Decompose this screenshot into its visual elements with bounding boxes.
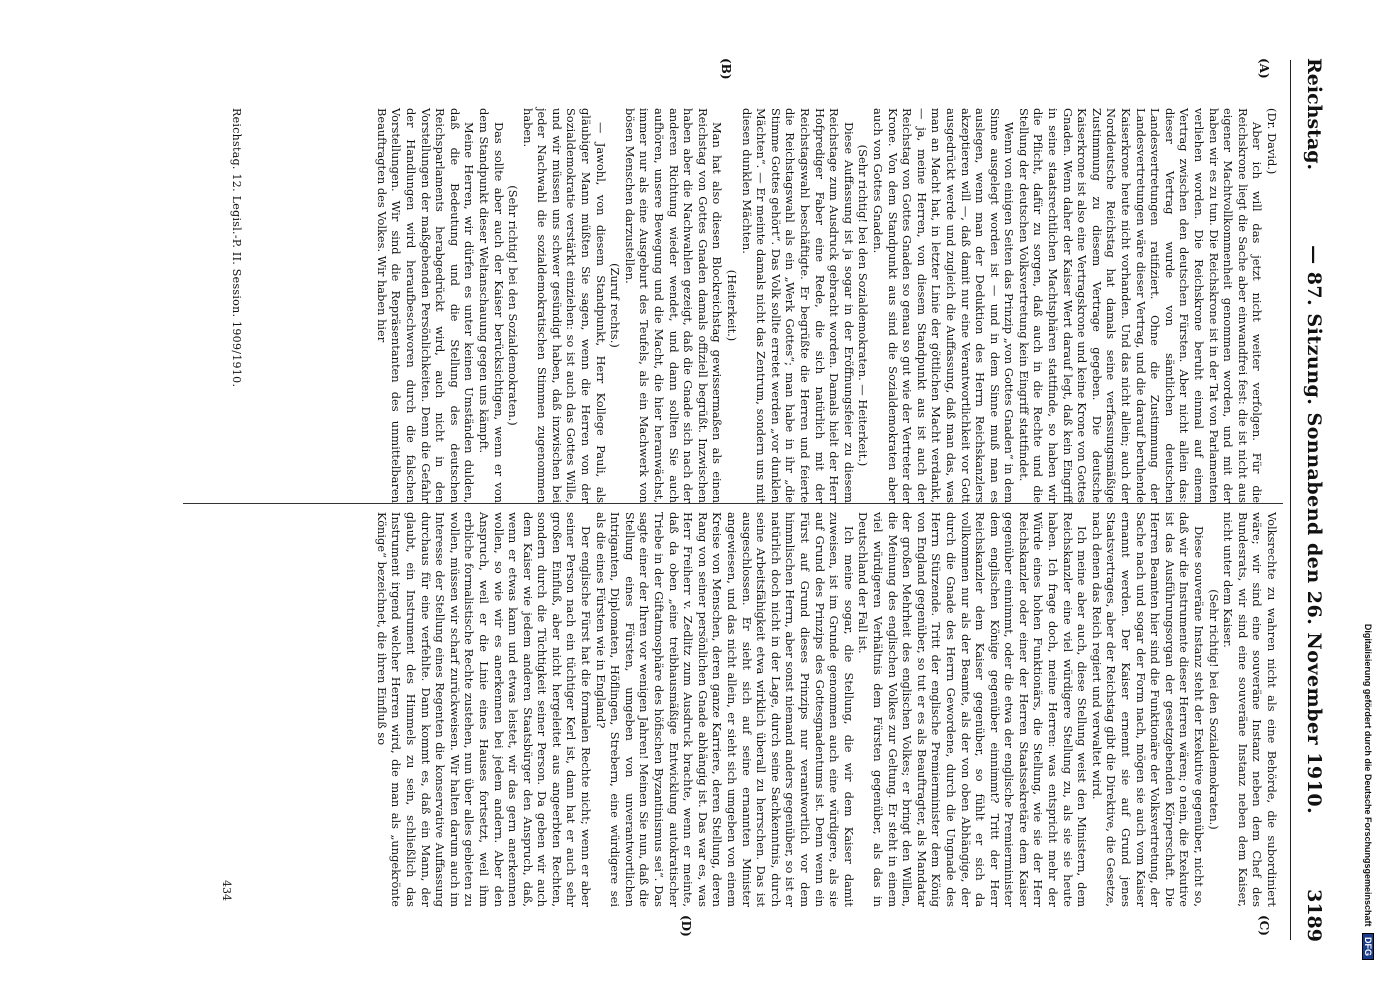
page-header xyxy=(1297,58,1325,942)
paragraph: Diese souveräne Instanz steht der Exekutive gegenüber, nicht so, daß wir die Instrumente dieser Herren wären; o nein, die Exekutive ist das Ausführungsorgan der gesetzgebenden Körperschaft. Die Herren Beamten hier sind die Funktionäre der Volksvertretung, der Sache nach und sogar der Form nach, mögen sie auch vom Kaiser ernannt werden. Der Kaiser ernennt sie auf Grund jenes Staatsvertrages, aber der Reichstag gibt die Direktive, die Gesetze, nach denen das Reich regiert und verwaltet wird. xyxy=(1089,512,1207,907)
paragraph: Wenn von einigen Seiten das Prinzip „von Gottes Gnaden“ in dem Sinne ausgelegt worden ist — und in dem Sinne muß man es auslegen, wenn man der Deduktion des Herrn Reichskanzlers akzeptieren will —, daß damit nur eine Verantwortlichkeit vor Gott ausgedrückt werde und zugleich die Auffassung, daß man das, was man an Macht hat, in letzter Linie der göttlichen Macht verdankt, — ja, meine Herren, von diesem Standpunkt aus ist auch der Reichstag von Gottes Gnaden so genau so gut wie der Vertreter der Krone. Von dem Standpunkt aus sind die Sozialdemokraten aber auch von Gottes Gnaden. xyxy=(870,108,1017,503)
paragraph: Diese Auffassung ist ja sogar in der Eröffnungsfeier zu diesem Reichstage zum Ausdruck gebracht worden. Damals hielt der Herr Hofprediger Faber eine Rede, die sich natürlich mit der Reichstagswahl beschäftigte. Er begrüßte die Herren und feierte die Reichstagswahl als ein „Werk Gottes“; man habe in ihr „die Stimme Gottes gehört“. Das Volk sollte erretet werden „vor dunklen Mächten“. — Er meinte damals nicht das Zentrum, sondern uns mit diesen dunklen Mächten. xyxy=(739,108,856,503)
paragraph: Man hat also diesen Blockreichstag gewissermaßen als einen Reichstag von Gottes Gnaden damals offiziell begrüßt. Inzwischen haben aber die Nachwahlen gezeigt, daß die Gnade sich nach der anderen Richtung wieder wendet, und dann sollten Sie auch aufhören, unsere Bewegung und die Macht, die hier heranwächst, immer nur als eine Ausgeburt des Teufels, als ein Machwerk von bösen Menschen darzustellen. xyxy=(622,108,725,503)
left-column xyxy=(374,108,1279,503)
paragraph: Das sollte aber auch der Kaiser berücksichtigen, wenn er von dem Standpunkt dieser Weltanschauung gegen uns kämpft. xyxy=(476,108,506,503)
funding-note xyxy=(1362,40,1374,960)
paragraph: (Sehr richtig! bei den Sozialdemokraten. — Heiterkeit.) xyxy=(856,144,871,467)
footer-session: Reichstag. 12. Legisl.-P. II. Session. 1909/1910. xyxy=(230,108,243,388)
paragraph: — Jawohl, von diesem Standpunkt, Herr Kollege Pauli, als gläubiger Mann müßten Sie sagen, wenn die Herren von der Sozialdemokratie verstärkt einziehen: so ist auch das Gottes Wille, und wir müssen uns schwer gesündigt haben, daß inzwischen bei jeder Nachwahl die sozialdemokratischen Stimmen zugenommen haben. xyxy=(520,108,608,503)
paragraph: (Heiterkeit.) xyxy=(725,269,740,342)
paragraph: Meine Herren, wir dürfen es unter keinen Umständen dulden, daß die Bedeutung und die Stellung des deutschen Reichsparlaments herabgedrückt wird, auch nicht in den Vorstellungen der maßgebenden Persönlichkeiten. Denn die Gefahr der Handlungen wird heraufbeschworen durch die falschen Vorstellungen. Wir sind die Repräsentanten des unmittelbaren Beauftragten des Volkes. Wir haben hier xyxy=(374,108,477,503)
paragraph: Der englische Fürst hat die formalen Rechte nicht; wenn er aber seiner Person nach ein tüchtiger Kerl ist, dann hat er auch sehr großen Einfluß, aber nicht hergeleitet aus angeerbten Rechten, sondern durch die Tüchtigkeit seiner Person. Da geben wir auch dem Kaiser wie jedem anderen Staatsbürger den Anspruch, daß, wenn er etwas kann und etwas leistet, wir das gern anerkennen wollen, so wie wir es anerkennen bei jedem andern. Aber den Anspruch, weil er die Linie eines Hauses fortsetzt, weil ihm erbliche formalistische Rechte zustehen, nun über alles gebieten zu wollen, müssen wir scharf zurückweisen. Wir halten darum auch im Interesse der Stellung eines Regenten die konservative Auffassung durchaus für eine verfehlte. Dann kommt es, daß ein Mann, der glaubt, ein Instrument des Himmels zu sein, schließlich das Instrument irgend welcher Herren wird, die man als „ungekrönte Könige“ bezeichnet, die ihren Einfluß so xyxy=(374,512,594,907)
paragraph: Aber ich will das jetzt nicht weiter verfolgen. Für die Reichskrone liegt die Sache aber einwandfrei fest: die ist nicht aus eigener Machtvollkommenheit genommen worden, und mit der haben wir es zu tun. Die Reichskrone ist in der Tat von Parlamenten verliehen worden. Die Reichskrone beruht einmal auf einem Vertrag zwischen den deutschen Fürsten. Aber nicht allein das: dieser Vertrag wurde von sämtlichen deutschen Landesvertretungen ratifiziert. Ohne die Zustimmung der Landesvertretungen wäre dieser Vertrag, und die darauf beruhende Kaiserkrone heute nicht vorhanden. Und das nicht allein; auch der Norddeutsche Reichstag hat damals seine verfassungsmäßige Zustimmung zu diesem Vertrage gegeben. Die deutsche Kaiserkrone ist also eine Vertragskrone und keine Krone von Gottes Gnaden. Wenn daher der Kaiser Wert darauf legt, daß kein Eingriff in seine staatsrechtlichen Machtsphären stattfinde, so haben wir die Pflicht, dafür zu sorgen, daß auch in die Rechte und die Stellung der deutschen Volksvertretung kein Eingriff stattfindet. xyxy=(1016,108,1265,503)
page-number: 3189 xyxy=(1303,889,1325,942)
footer-page-count: 434 xyxy=(220,880,233,901)
header-left: Reichstag. xyxy=(1303,58,1325,171)
dfg-logo: DFG xyxy=(1362,933,1374,960)
paragraph: (Sehr richtig! bei den Sozialdemokraten.) xyxy=(1206,589,1221,830)
paragraph: (Zuruf rechts.) xyxy=(608,263,623,348)
paragraph: (Dr. David.) xyxy=(1265,108,1279,175)
column-divider xyxy=(183,503,1283,504)
paragraph: Ich meine sogar, die Stellung, die wir dem Kaiser damit zuweisen, ist im Grunde genommen auch eine würdigere, als sie auf Grund des Prinzips des Gottesgnadentums ist. Denn wenn ein Fürst auf Grund dieses Prinzips nur verantwortlich vor dem himmlischen Herrn, aber sonst niemand anders gegenüber, so ist er natürlich doch nicht in der Lage, durch seine Sachkenntnis, durch seine Arbeitsfähigkeit etwa wirklich überall zu herrschen. Das ist ausgeschlossen. Er sieht sich auf seine ernannten Minister angewiesen, und das nicht allein, er sieht sich umgeben von einem Kreise von Menschen, deren ganze Karriere, deren Stellung, deren Rang von seiner persönlichen Gnade abhängig ist. Das war es, was Herr Freiherr v. Zedlitz zum Ausdruck brachte, wenn er meinte, daß da oben „eine treibhausmäßige Entwicklung autokratischer Triebe in der Giftatmosphäre des höfischen Byzantinismus sei“. Das sagte einer der Ihren vor wenigen Jahren! Meinen Sie nun, daß die Stellung eines Fürsten, umgeben von unverantwortlichen Intriganten, Diplomaten, Höflingen, Strebern, eine würdigere sei als die eines Fürsten wie in England? xyxy=(593,512,856,907)
header-title: — 87. Sitzung. Sonnabend den 26. November 1910. xyxy=(1303,245,1325,815)
margin-marker-a: (A) xyxy=(1257,58,1271,79)
margin-marker-c: (C) xyxy=(1257,915,1271,936)
header-rule xyxy=(1290,60,1291,940)
right-column xyxy=(374,512,1279,907)
margin-marker-d: (D) xyxy=(679,915,693,937)
sidebar-wrapper xyxy=(1360,40,1374,960)
paragraph: Ich meine aber auch, diese Stellung weist den Ministern, dem Reichskanzler eine viel würdigere Stellung zu, als sie sie heute haben. Ich frage doch, meine Herren: was entspricht mehr der Würde eines hohen Funktionärs, die Stellung, wie sie der Herr Reichskanzler oder einer der Herren Staatssekretäre dem Kaiser gegenüber einnimmt, oder die etwa der englische Premierminister dem englischen Könige gegenüber einnimmt? Tritt der Herr Reichskanzler dem Kaiser gegenüber, so fühlt er sich da vollkommen nur als der Beamte, als der von oben Abhängige, der durch die Gnade des Herrn Gewordene, durch die Ungnade des Herrn Stürzende. Tritt der englische Premierminister dem König von England gegenüber, so tut er es als Beauftragter, als Mandatar der großen Mehrheit des englischen Volkes; er bringt den Willen, die Meinung des englischen Volkes zur Geltung. Er steht in einem viel würdigeren Verhältnis dem Fürsten gegenüber, als das in Deutschland der Fall ist. xyxy=(856,512,1090,907)
paragraph: (Sehr richtig! bei den Sozialdemokraten.) xyxy=(506,185,521,426)
paragraph: Volksrechte zu wahren nicht als eine Behörde, die subordiniert wäre; wir sind eine souveräne Instanz neben dem Chef des Bundesrats, wir sind eine souveräne Instanz neben dem Kaiser, nicht unter dem Kaiser. xyxy=(1221,512,1279,907)
funding-note-text: Digitalisierung gefördert durch die Deutsche Forschungsgemeinschaft xyxy=(1363,623,1373,927)
margin-marker-b: (B) xyxy=(719,58,733,80)
